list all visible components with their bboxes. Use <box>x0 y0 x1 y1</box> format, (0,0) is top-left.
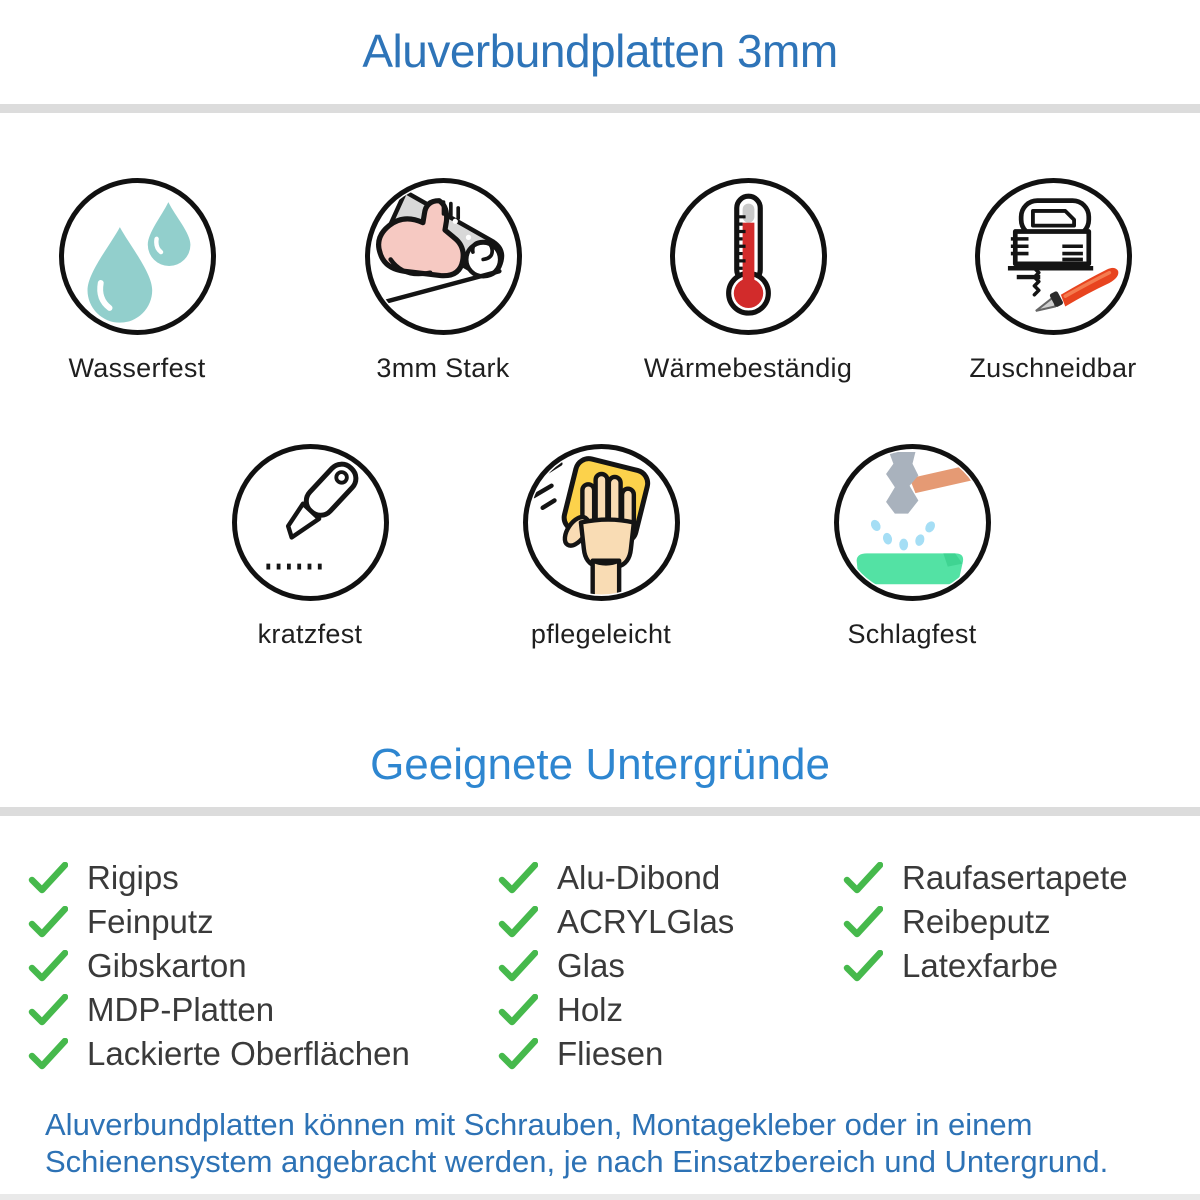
list-item <box>843 900 1188 944</box>
thermometer-icon <box>670 178 827 335</box>
substrate-label: Reibeputz <box>902 903 1051 940</box>
feature-wasserfest <box>7 178 267 384</box>
check-icon <box>28 994 68 1026</box>
feature-3mm-stark <box>313 178 573 384</box>
substrate-label: Fliesen <box>557 1035 664 1072</box>
check-icon <box>498 994 538 1026</box>
substrate-label: Latexfarbe <box>902 947 1058 984</box>
water-drops-icon <box>59 178 216 335</box>
check-icon <box>498 862 538 894</box>
list-item <box>28 1032 488 1076</box>
section-title: Geeignete Untergründe <box>370 740 830 789</box>
feature-label: pflegeleicht <box>530 619 672 649</box>
feature-schlagfest <box>782 444 1042 650</box>
divider-top <box>0 104 1200 113</box>
list-item <box>843 944 1188 988</box>
check-icon <box>498 906 538 938</box>
cleaning-hand-icon <box>523 444 680 601</box>
list-item <box>843 856 1188 900</box>
footer-note <box>45 1106 1175 1180</box>
feature-label: Wärmebeständig <box>643 353 853 383</box>
list-item <box>28 944 488 988</box>
substrate-label: Gibskarton <box>87 947 247 984</box>
check-icon <box>28 862 68 894</box>
hammer-icon <box>834 444 991 601</box>
check-icon <box>843 950 883 982</box>
substrate-column-3 <box>843 856 1188 988</box>
substrate-label: Raufasertapete <box>902 859 1128 896</box>
list-item <box>498 988 828 1032</box>
substrate-label: ACRYLGlas <box>557 903 735 940</box>
footer-line-1: Aluverbundplatten können mit Schrauben, Montagekleber oder in einem <box>45 1107 1033 1142</box>
check-icon <box>28 1038 68 1070</box>
page-title: Aluverbundplatten 3mm <box>362 25 838 77</box>
feature-zuschneidbar <box>923 178 1183 384</box>
substrate-label: MDP-Platten <box>87 991 275 1028</box>
feature-label: kratzfest <box>257 619 363 649</box>
substrate-label: Feinputz <box>87 903 214 940</box>
substrate-column-2 <box>498 856 828 1076</box>
feature-pflegeleicht <box>471 444 731 650</box>
feature-waermebestaendig <box>618 178 878 384</box>
list-item <box>498 1032 828 1076</box>
feature-label: Wasserfest <box>68 353 206 383</box>
feature-kratzfest <box>180 444 440 650</box>
list-item <box>498 944 828 988</box>
substrate-label: Holz <box>557 991 624 1028</box>
substrate-label: Glas <box>557 947 625 984</box>
jigsaw-cutter-icon <box>975 178 1132 335</box>
divider-middle <box>0 807 1200 816</box>
list-item <box>28 900 488 944</box>
list-item <box>28 988 488 1032</box>
check-icon <box>498 1038 538 1070</box>
check-icon <box>28 906 68 938</box>
list-item <box>498 856 828 900</box>
substrate-column-1 <box>28 856 488 1076</box>
footer-line-2: Schienensystem angebracht werden, je nach Einsatzbereich und Untergrund. <box>45 1144 1109 1179</box>
list-item <box>498 900 828 944</box>
check-icon <box>843 906 883 938</box>
feature-label: 3mm Stark <box>376 353 510 383</box>
check-icon <box>843 862 883 894</box>
list-item <box>28 856 488 900</box>
substrate-label: Alu-Dibond <box>557 859 721 896</box>
utility-knife-icon <box>232 444 389 601</box>
substrate-label: Lackierte Oberflächen <box>87 1035 410 1072</box>
divider-bottom <box>0 1194 1200 1200</box>
check-icon <box>28 950 68 982</box>
feature-label: Zuschneidbar <box>969 353 1137 383</box>
strong-arm-icon <box>365 178 522 335</box>
substrate-label: Rigips <box>87 859 179 896</box>
check-icon <box>498 950 538 982</box>
feature-label: Schlagfest <box>847 619 977 649</box>
